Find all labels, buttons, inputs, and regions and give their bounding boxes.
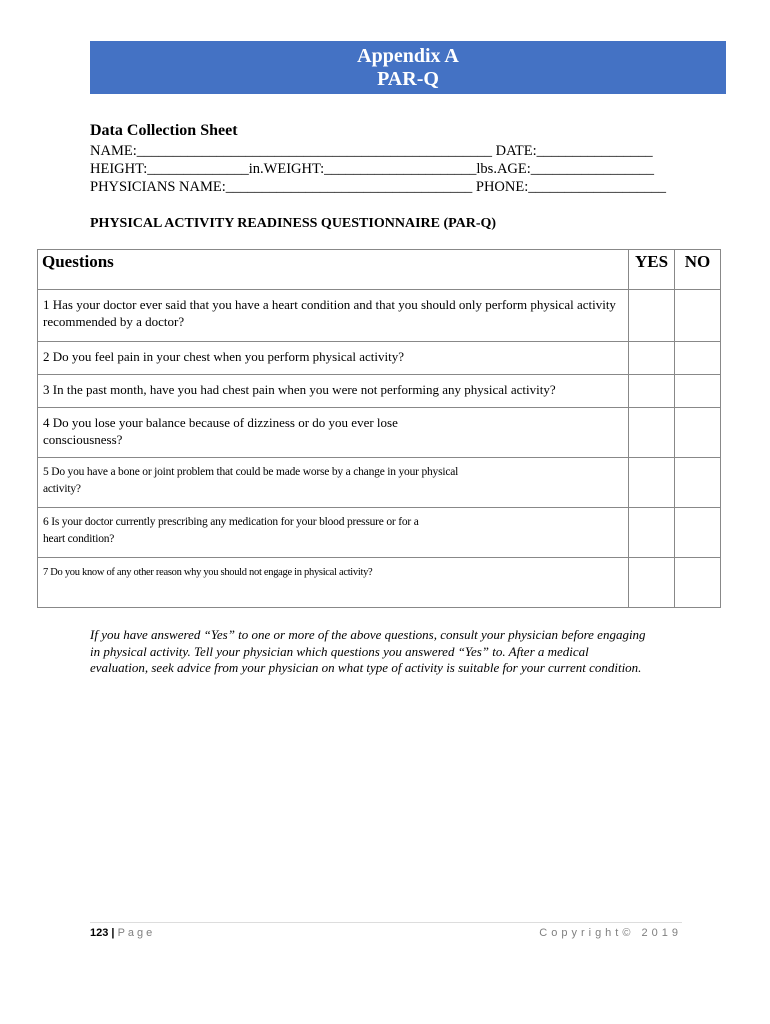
page-footer	[90, 922, 682, 939]
table-row	[38, 375, 721, 408]
no-cell-4[interactable]	[675, 408, 721, 458]
question-7-text: 7 Do you know of any other reason why you should not engage in physical activity?	[43, 567, 373, 578]
no-cell-2[interactable]	[675, 342, 721, 375]
name-date-line: NAME:_________________________________________________ DATE:________________	[90, 143, 653, 159]
question-7	[38, 558, 629, 608]
data-collection-sheet	[90, 122, 730, 196]
table-row	[38, 342, 721, 375]
table-row	[38, 290, 721, 342]
page-number: 123	[90, 927, 109, 939]
table-header-row	[38, 250, 721, 290]
yes-cell-2[interactable]	[629, 342, 675, 375]
yes-cell-7[interactable]	[629, 558, 675, 608]
question-4-text: 4 Do you lose your balance because of dizziness or do you ever lose consciousness?	[43, 415, 398, 447]
questionnaire-title: PHYSICAL ACTIVITY READINESS QUESTIONNAIRE (PAR-Q)	[90, 216, 497, 231]
physician-note: If you have answered “Yes” to one or more of the above questions, consult your physician before engaging in physical activity. Tell your physician which questions you answered “Yes” to. After a medical evaluation, seek advice from your physician on what type of activity is suitable for your current condition.	[90, 627, 646, 675]
yes-cell-1[interactable]	[629, 290, 675, 342]
data-collection-heading: Data Collection Sheet	[90, 122, 238, 139]
question-3: 3 In the past month, have you had chest pain when you were not performing any physical activity?	[38, 375, 629, 408]
page-separator: |	[111, 927, 115, 939]
no-cell-3[interactable]	[675, 375, 721, 408]
question-5-text: 5 Do you have a bone or joint problem that could be made worse by a change in your physical activity?	[43, 466, 459, 495]
appendix-title: Appendix A	[357, 45, 459, 67]
question-4	[38, 408, 629, 458]
yes-cell-5[interactable]	[629, 458, 675, 508]
question-5	[38, 458, 629, 508]
question-1: 1 Has your doctor ever said that you have a heart condition and that you should only perform physical activity recommended by a doctor?	[38, 290, 629, 342]
table-row	[38, 458, 721, 508]
parq-table	[37, 249, 721, 608]
questions-header: Questions	[38, 250, 629, 290]
table-row	[38, 508, 721, 558]
yes-header: YES	[629, 250, 675, 290]
question-2: 2 Do you feel pain in your chest when you perform physical activity?	[38, 342, 629, 375]
table-row	[38, 408, 721, 458]
copyright-text: Copyright© 2019	[539, 927, 682, 939]
yes-cell-4[interactable]	[629, 408, 675, 458]
no-header: NO	[675, 250, 721, 290]
no-cell-6[interactable]	[675, 508, 721, 558]
physician-phone-line: PHYSICIANS NAME:__________________________________ PHONE:___________________	[90, 179, 666, 195]
yes-cell-6[interactable]	[629, 508, 675, 558]
no-cell-5[interactable]	[675, 458, 721, 508]
no-cell-7[interactable]	[675, 558, 721, 608]
appendix-banner	[90, 41, 726, 94]
no-cell-1[interactable]	[675, 290, 721, 342]
question-6-text: 6 Is your doctor currently prescribing any medication for your blood pressure or for a heart condition?	[43, 516, 419, 545]
parq-title: PAR-Q	[377, 68, 439, 90]
page-word: Page	[117, 927, 156, 939]
height-weight-age-line: HEIGHT:______________in.WEIGHT:_____________________lbs.AGE:_________________	[90, 161, 655, 177]
yes-cell-3[interactable]	[629, 375, 675, 408]
table-row	[38, 558, 721, 608]
question-6	[38, 508, 629, 558]
